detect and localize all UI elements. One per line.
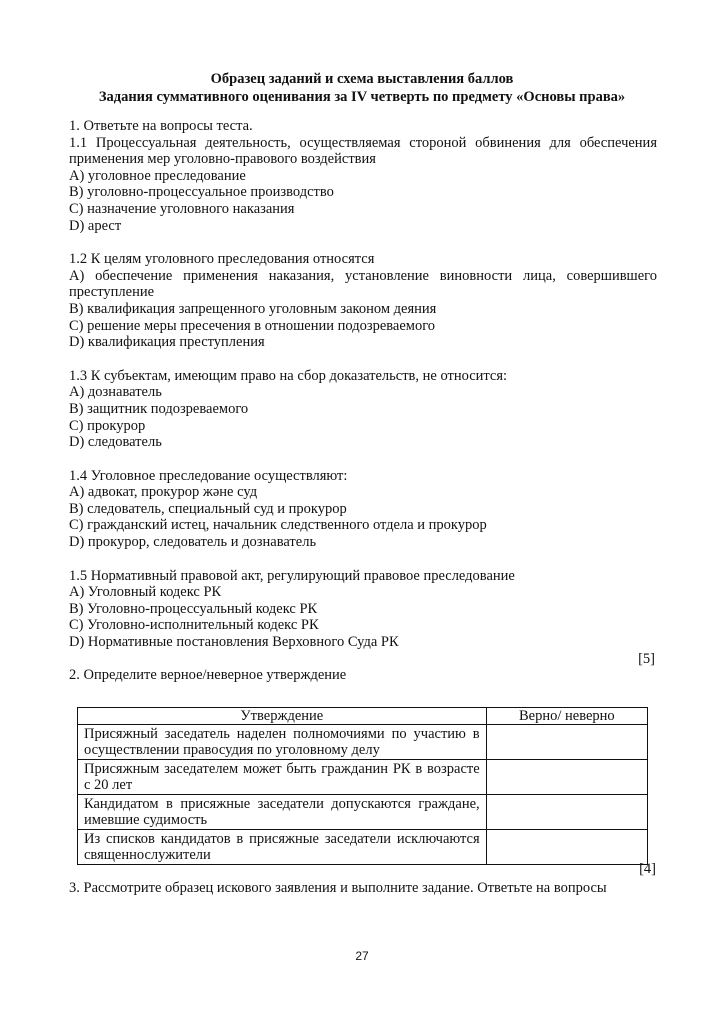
question-1-4-option-c: C) гражданский истец, начальник следственного отдела и прокурор: [69, 517, 487, 534]
answer-cell[interactable]: [486, 830, 647, 865]
question-1-5-option-b: B) Уголовно-процессуальный кодекс РК: [69, 600, 318, 617]
table-row: [78, 830, 648, 865]
question-1-1-option-b: B) уголовно-процессуальное производство: [69, 184, 334, 201]
question-1-2-text: 1.2 К целям уголовного преследования относятся: [69, 251, 375, 268]
question-1-3-text: 1.3 К субъектам, имеющим право на сбор доказательств, не относится:: [69, 367, 508, 384]
task3-heading: 3. Рассмотрите образец искового заявления и выполните задание. Ответьте на вопросы: [69, 880, 607, 896]
table-header-row: [78, 708, 648, 725]
answer-cell[interactable]: [486, 725, 647, 760]
column-header-statement: Утверждение: [78, 708, 487, 725]
true-false-table: [77, 707, 648, 865]
table-row: [78, 795, 648, 830]
question-1-3-option-b: B) защитник подозреваемого: [69, 400, 249, 417]
question-1-2-option-b: B) квалификация запрещенного уголовным законом деяния: [69, 300, 437, 317]
task1-heading: 1. Ответьте на вопросы теста.: [69, 118, 253, 134]
document-title: Образец заданий и схема выставления баллов: [210, 71, 514, 87]
question-1-3-option-c: C) прокурор: [69, 417, 146, 434]
table-row: [78, 760, 648, 795]
question-1-5-option-d: D) Нормативные постановления Верховного Суда РК: [69, 634, 399, 651]
statement-cell: Кандидатом в присяжные заседатели допускаются граждане, имевшие судимость: [78, 795, 487, 830]
question-1-1-text: 1.1 Процессуальная деятельность, осуществляемая стороной обвинения для обеспечения применения мер уголовно-правового воздействия: [69, 134, 657, 168]
question-1-4-option-b: B) следователь, специальный суд и прокурор: [69, 500, 347, 517]
question-1-1-option-c: C) назначение уголовного наказания: [69, 200, 295, 217]
spacer: [69, 451, 657, 468]
question-1-1-option-a: A) уголовное преследование: [69, 167, 246, 184]
task2-heading: 2. Определите верное/неверное утверждение: [69, 667, 347, 684]
question-1-3-option-a: A) дознаватель: [69, 384, 162, 401]
question-1-3-option-d: D) следователь: [69, 434, 162, 451]
question-1-4-option-a: A) адвокат, прокурор және суд: [69, 484, 258, 501]
spacer: [69, 551, 657, 568]
task2-score: [4]: [639, 861, 656, 877]
statement-cell: Из списков кандидатов в присяжные заседатели исключаются священнослужители: [78, 830, 487, 865]
spacer: [69, 351, 657, 368]
question-1-2-option-a: A) обеспечение применения наказания, установление виновности лица, совершившего преступление: [69, 267, 657, 301]
question-1-5-option-c: C) Уголовно-исполнительный кодекс РК: [69, 617, 319, 634]
answer-cell[interactable]: [486, 795, 647, 830]
question-1-5-option-a: A) Уголовный кодекс РК: [69, 584, 222, 601]
question-1-2-option-c: C) решение меры пресечения в отношении подозреваемого: [69, 317, 436, 334]
question-1-2-option-d: D) квалификация преступления: [69, 334, 265, 351]
question-1-1-option-d: D) арест: [69, 217, 122, 234]
task1-score: [5]: [638, 650, 655, 667]
table-row: [78, 725, 648, 760]
spacer: [69, 234, 657, 251]
task-content: [69, 118, 657, 684]
question-1-5-text: 1.5 Нормативный правовой акт, регулирующий правовое преследование: [69, 567, 515, 584]
document-subtitle: Задания суммативного оценивания за IV четверть по предмету «Основы права»: [98, 89, 626, 105]
statement-cell: Присяжным заседателем может быть гражданин РК в возрасте с 20 лет: [78, 760, 487, 795]
answer-cell[interactable]: [486, 760, 647, 795]
question-1-4-text: 1.4 Уголовное преследование осуществляют:: [69, 467, 348, 484]
question-1-4-option-d: D) прокурор, следователь и дознаватель: [69, 534, 317, 551]
column-header-answer: Верно/ неверно: [486, 708, 647, 725]
statement-cell: Присяжный заседатель наделен полномочиями по участию в осуществлении правосудия по уголовному делу: [78, 725, 487, 760]
page-number: 27: [355, 949, 369, 963]
